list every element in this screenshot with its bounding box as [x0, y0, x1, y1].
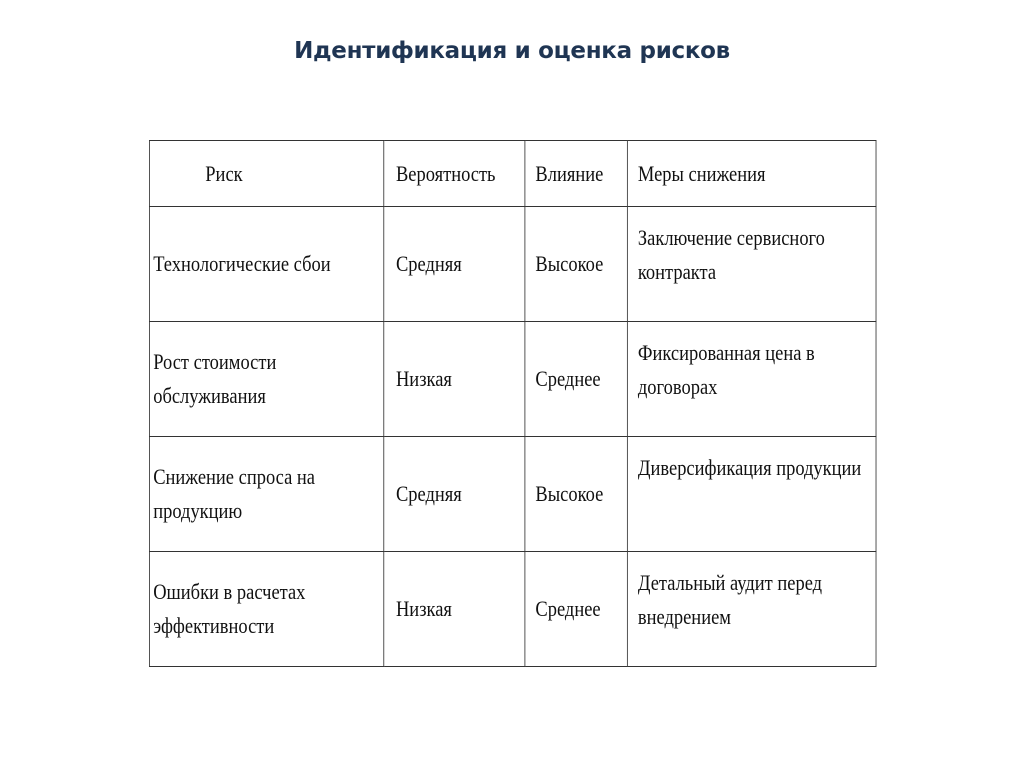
header-probability: Вероятность	[384, 141, 525, 207]
cell-mitigation: Фиксированная цена в договорах	[627, 322, 876, 437]
cell-impact: Среднее	[525, 552, 627, 667]
cell-mitigation: Заключение сервисного контракта	[627, 207, 876, 322]
header-impact: Влияние	[525, 141, 627, 207]
cell-risk: Снижение спроса на продукцию	[149, 437, 383, 552]
table-row	[149, 207, 876, 322]
risk-table	[149, 140, 876, 667]
cell-impact: Высокое	[525, 207, 627, 322]
cell-impact: Высокое	[525, 437, 627, 552]
header-mitigation: Меры снижения	[627, 141, 876, 207]
table-header-row	[149, 141, 876, 207]
cell-risk: Технологические сбои	[149, 207, 383, 322]
cell-probability: Средняя	[384, 207, 525, 322]
slide-title: Идентификация и оценка рисков	[294, 38, 730, 64]
cell-probability: Средняя	[384, 437, 525, 552]
table-row	[149, 552, 876, 667]
cell-impact: Среднее	[525, 322, 627, 437]
cell-mitigation: Диверсификация продукции	[627, 437, 876, 552]
cell-risk: Рост стоимости обслуживания	[149, 322, 383, 437]
table-row	[149, 437, 876, 552]
table-row	[149, 322, 876, 437]
cell-risk: Ошибки в расчетах эффективности	[149, 552, 383, 667]
cell-probability: Низкая	[384, 552, 525, 667]
cell-mitigation: Детальный аудит перед внедрением	[627, 552, 876, 667]
header-risk: Риск	[149, 141, 383, 207]
cell-probability: Низкая	[384, 322, 525, 437]
